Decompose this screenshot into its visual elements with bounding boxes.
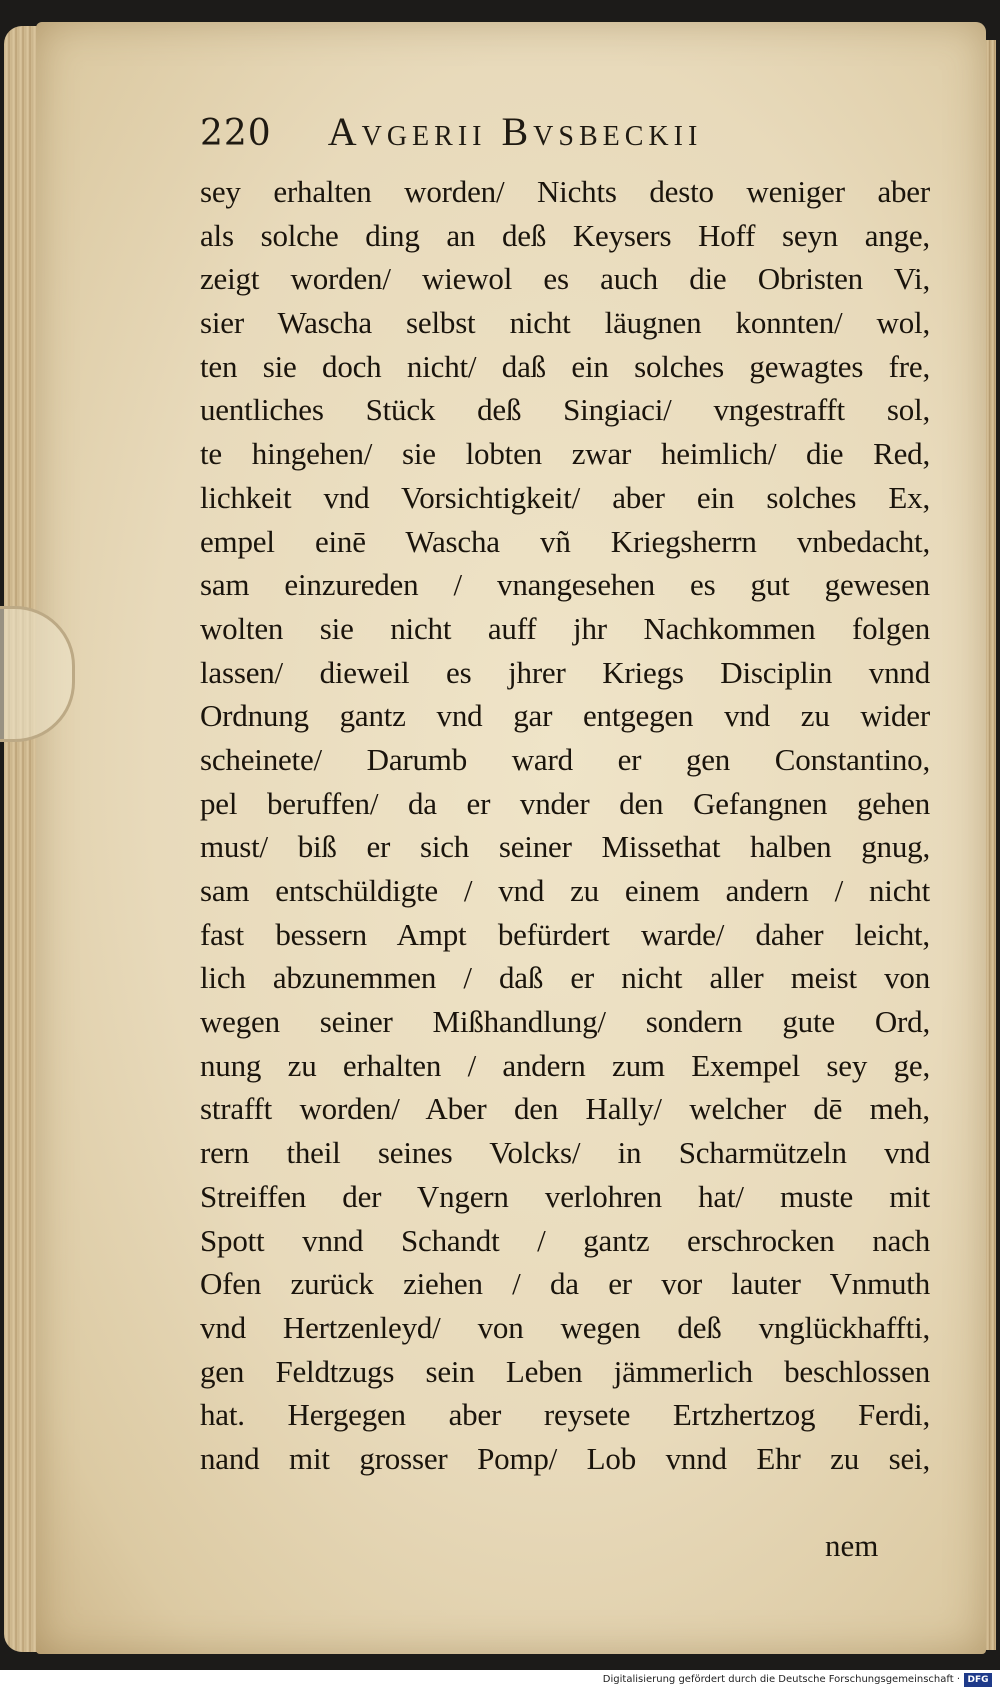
text-line: gen Feldtzugs sein Leben jämmerlich beschlossen: [200, 1353, 930, 1389]
text-line: Ordnung gantz vnd gar entgegen vnd zu wider: [200, 698, 930, 734]
dfg-logo: DFG: [964, 1673, 992, 1687]
text-line: wegen seiner Mißhandlung/ sondern gute Ord,: [200, 1004, 930, 1040]
text-line: hat. Hergegen aber reysete Ertzhertzog Ferdi,: [200, 1397, 930, 1433]
text-line: sey erhalten worden/ Nichts desto weniger aber: [200, 174, 930, 209]
text-line: sam entschüldigte / vnd zu einem andern / nicht: [200, 873, 930, 908]
text-line: rern theil seines Volcks/ in Scharmützeln vnd: [200, 1135, 930, 1171]
text-line: lassen/ dieweil es jhrer Kriegs Disciplin vnnd: [200, 654, 930, 690]
catchword: nem: [825, 1528, 879, 1563]
text-line: sier Wascha selbst nicht läugnen konnten/ wol,: [200, 305, 930, 341]
text-line: fast bessern Ampt befürdert warde/ daher leicht,: [200, 916, 930, 952]
text-line: must/ biß er sich seiner Missethat halben gnug,: [200, 829, 930, 865]
text-line: Spott vnnd Schandt / gantz erschrocken nach: [200, 1222, 930, 1258]
text-line: zeigt worden/ wiewol es auch die Obristen Vi,: [200, 261, 930, 297]
text-line: Streiffen der Vngern verlohren hat/ muste mit: [200, 1178, 930, 1214]
body-text: [200, 170, 930, 1481]
text-line: empel einē Wascha vñ Kriegsherrn vnbedacht,: [200, 523, 930, 559]
text-line: uentliches Stück deß Singiaci/ vngestrafft sol,: [200, 392, 930, 428]
digitization-credit: Digitalisierung gefördert durch die Deutsche Forschungsgemeinschaft ·: [602, 1674, 960, 1685]
text-line: strafft worden/ Aber den Hally/ welcher dē meh,: [200, 1091, 930, 1127]
text-line: Ofen zurück ziehen / da er vor lauter Vnmuth: [200, 1266, 930, 1302]
text-line: te hingehen/ sie lobten zwar heimlich/ die Red,: [200, 436, 930, 472]
text-line: pel beruffen/ da er vnder den Gefangnen gehen: [200, 785, 930, 821]
running-title: Avgerii Bvsbeckii: [327, 109, 703, 154]
text-line: wolten sie nicht auff jhr Nachkommen folgen: [200, 610, 930, 646]
text-line: ten sie doch nicht/ daß ein solches gewagtes fre,: [200, 348, 930, 384]
text-line: lichkeit vnd Vorsichtigkeit/ aber ein solches Ex,: [200, 479, 930, 515]
text-line: scheinete/ Darumb ward er gen Constantino,: [200, 741, 930, 777]
text-line: nand mit grosser Pomp/ Lob vnnd Ehr zu sei,: [200, 1440, 930, 1476]
page-number: 220: [200, 113, 272, 154]
text-line: sam einzureden / vnangesehen es gut gewesen: [200, 567, 930, 603]
text-line: lich abzunemmen / daß er nicht aller meist von: [200, 960, 930, 996]
running-head: [200, 108, 840, 156]
text-line: als solche ding an deß Keysers Hoff seyn ange,: [200, 217, 930, 253]
text-line: nung zu erhalten / andern zum Exempel sey ge,: [200, 1047, 930, 1083]
text-line: vnd Hertzenleyd/ von wegen deß vnglückhaffti,: [200, 1309, 930, 1345]
